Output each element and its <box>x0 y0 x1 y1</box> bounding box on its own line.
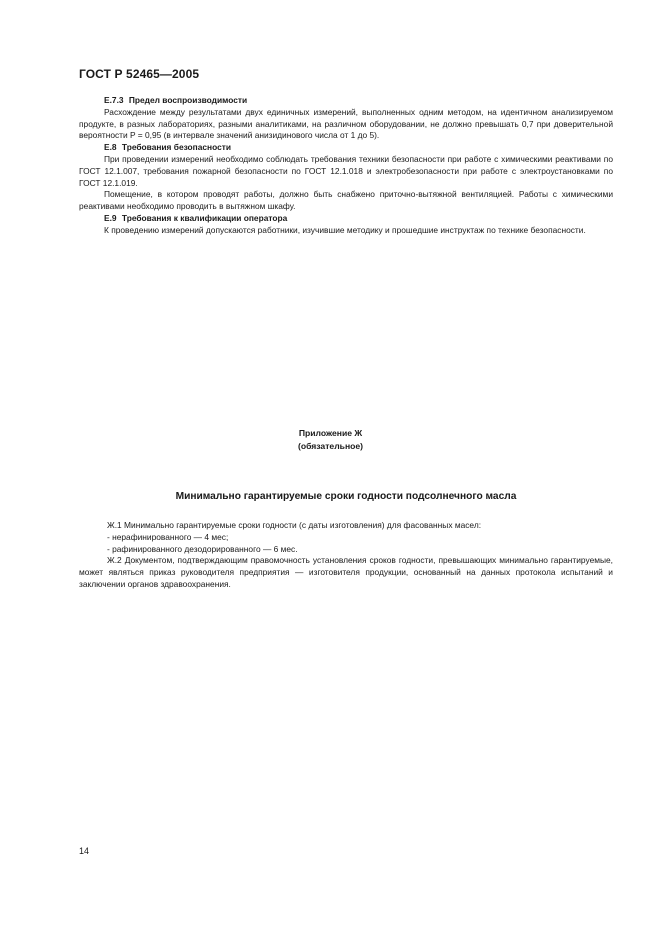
section-title: Требования безопасности <box>121 142 232 153</box>
section-paragraph: К проведению измерений допускаются работники, изучившие методику и прошедшие инструктаж по технике безопасности. <box>104 224 586 235</box>
appendix-bullet-2: - рафинированного дезодорированного — 6 мес. <box>107 543 298 554</box>
section-number: Е.9 <box>104 212 117 223</box>
appendix-body <box>79 520 613 591</box>
appendix-item-2: Ж.2 Документом, подтверждающим правомочность установления сроков годности, превышающих минимально гарантируемые, может являться приказ руководителя предприятия — изготовителя продукции, основанный на данных протокола испытаний и заключении органов здравоохранения. <box>79 555 613 589</box>
appendix-bullet-1: - нерафинированного — 4 мес; <box>107 531 229 542</box>
section-heading-e8 <box>79 142 613 154</box>
appendix-title: Минимально гарантируемые сроки годности подсолнечного масла <box>175 491 517 502</box>
section-paragraph: Расхождение между результатами двух единичных измерений, выполненных одним методом, на идентичном анализируемом продукте, в разных лабораториях, разными аналитиками, на различном оборудовании, не должно превышать 0,7 при доверительной вероятности P = 0,95 (в интервале значений анизидинового числа от 1 до 5). <box>79 106 613 141</box>
section-title: Предел воспроизводимости <box>128 95 248 105</box>
section-heading-e9 <box>79 213 613 225</box>
page-number: 14 <box>79 846 90 856</box>
appendix-label: Приложение Ж <box>298 428 363 438</box>
section-number: Е.8 <box>104 142 117 153</box>
section-title: Требования к квалификации оператора <box>121 212 288 223</box>
section-paragraph: При проведении измерений необходимо соблюдать требования техники безопасности при работе с химическими реактивами по ГОСТ 12.1.007, требования пожарной безопасности по ГОСТ 12.1.018 и электробезопасности при работе с электроустановками по ГОСТ 12.1.019. <box>79 153 613 188</box>
appendix-item-1: Ж.1 Минимально гарантируемые сроки годности (с даты изготовления) для фасованных масел: <box>107 520 482 530</box>
section-heading-e73 <box>79 95 613 107</box>
sections-block <box>79 95 613 237</box>
section-number: Е.7.3 <box>104 95 124 105</box>
appendix-status: (обязательное) <box>297 441 364 451</box>
section-paragraph: Помещение, в котором проводят работы, должно быть снабжено приточно-вытяжной вентиляцией. Работы с химическими реактивами необходимо проводить в вытяжном шкафу. <box>79 189 613 212</box>
appendix-label-block <box>0 427 661 453</box>
standard-header: ГОСТ Р 52465—2005 <box>79 67 200 81</box>
